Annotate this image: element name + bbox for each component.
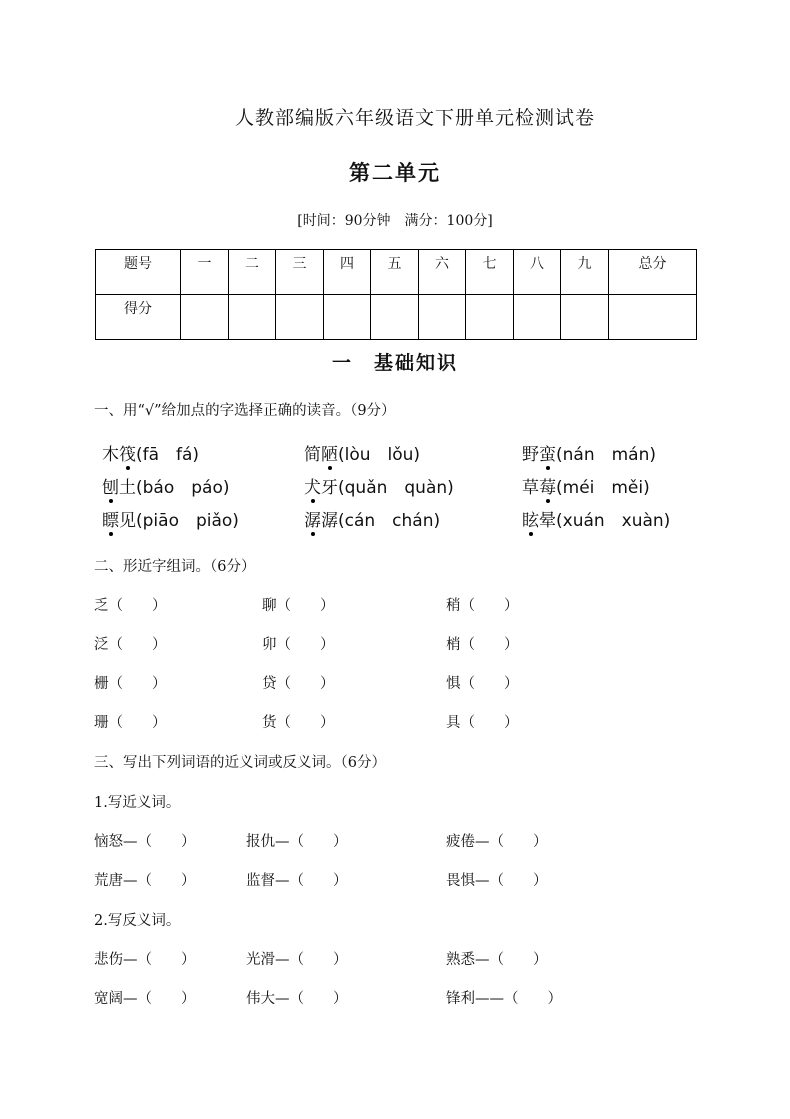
- word-char: 土: [119, 478, 136, 498]
- pinyin-item[interactable]: [102, 473, 229, 498]
- score-cell[interactable]: [324, 295, 371, 340]
- synonym-blank[interactable]: 监督—（ ）: [246, 873, 348, 889]
- score-cell[interactable]: [276, 295, 324, 340]
- pinyin-item[interactable]: [522, 506, 670, 531]
- pinyin-options: (nán mán): [556, 445, 656, 465]
- exam-title: 人教部编版六年级语文下册单元检测试卷: [234, 107, 595, 129]
- word-blank[interactable]: 稍（ ）: [446, 598, 519, 614]
- word-blank[interactable]: 珊（ ）: [94, 715, 167, 731]
- antonym-blank[interactable]: 悲伤—（ ）: [94, 952, 196, 968]
- section-title: 一 基础知识: [331, 352, 458, 374]
- score-header-cell: 九: [561, 250, 609, 295]
- dotted-char: 筏: [119, 445, 136, 465]
- synonym-blank[interactable]: 报仇—（ ）: [246, 834, 348, 850]
- pinyin-options: (báo páo): [136, 478, 230, 498]
- word-blank[interactable]: 卯（ ）: [262, 637, 335, 653]
- unit-title: 第二单元: [349, 160, 441, 185]
- pinyin-options: (quǎn quàn): [338, 478, 454, 498]
- pinyin-options: (fā fá): [136, 445, 200, 465]
- score-header-cell: 三: [276, 250, 324, 295]
- pinyin-options: (méi měi): [556, 478, 650, 498]
- score-cell[interactable]: [419, 295, 466, 340]
- synonym-blank[interactable]: 荒唐—（ ）: [94, 873, 196, 889]
- pinyin-item[interactable]: [102, 506, 239, 531]
- word-blank[interactable]: 梢（ ）: [446, 637, 519, 653]
- antonym-blank[interactable]: 伟大—（ ）: [246, 991, 348, 1007]
- score-value-row: [96, 295, 697, 340]
- word-char: 晕: [539, 511, 556, 531]
- time-info: [时间：90分钟 满分：100分]: [297, 213, 493, 229]
- pinyin-item[interactable]: [304, 473, 454, 498]
- score-cell[interactable]: [229, 295, 276, 340]
- score-header-cell: 七: [466, 250, 514, 295]
- score-header-cell: 一: [181, 250, 229, 295]
- word-blank[interactable]: 具（ ）: [446, 715, 519, 731]
- word-char: 简: [304, 445, 321, 465]
- dotted-char: 刨: [102, 478, 119, 498]
- score-header-cell: 五: [371, 250, 419, 295]
- dotted-char: 莓: [539, 478, 556, 498]
- pinyin-options: (xuán xuàn): [556, 511, 671, 531]
- word-blank[interactable]: 货（ ）: [262, 715, 335, 731]
- score-cell[interactable]: [466, 295, 514, 340]
- pinyin-item[interactable]: [304, 506, 440, 531]
- score-cell[interactable]: [371, 295, 419, 340]
- word-blank[interactable]: 泛（ ）: [94, 637, 167, 653]
- word-blank[interactable]: 聊（ ）: [262, 598, 335, 614]
- score-cell[interactable]: [514, 295, 561, 340]
- word-char: 草: [522, 478, 539, 498]
- pinyin-item[interactable]: [522, 473, 650, 498]
- dotted-char: 陋: [321, 445, 338, 465]
- word-blank[interactable]: 惧（ ）: [446, 676, 519, 692]
- question-1-instruction: 一、用“√”给加点的字选择正确的读音。（9分）: [94, 403, 396, 419]
- pinyin-item[interactable]: [304, 440, 420, 465]
- score-table: [95, 249, 697, 340]
- dotted-char: 瞟: [102, 511, 119, 531]
- word-char: 潺: [321, 511, 338, 531]
- antonym-blank[interactable]: 宽阔—（ ）: [94, 991, 196, 1007]
- antonym-blank[interactable]: 锋利——（ ）: [446, 991, 562, 1007]
- word-char: 牙: [321, 478, 338, 498]
- synonym-blank[interactable]: 疲倦—（ ）: [446, 834, 548, 850]
- score-header-cell: 六: [419, 250, 466, 295]
- antonym-blank[interactable]: 熟悉—（ ）: [446, 952, 548, 968]
- word-blank[interactable]: 乏（ ）: [94, 598, 167, 614]
- score-header-cell: 八: [514, 250, 561, 295]
- synonym-subheading: 1.写近义词。: [94, 795, 181, 811]
- score-header-cell: 二: [229, 250, 276, 295]
- pinyin-item[interactable]: [102, 440, 199, 465]
- word-blank[interactable]: 栅（ ）: [94, 676, 167, 692]
- dotted-char: 犬: [304, 478, 321, 498]
- score-cell[interactable]: [181, 295, 229, 340]
- pinyin-options: (cán chán): [338, 511, 441, 531]
- score-cell[interactable]: [561, 295, 609, 340]
- pinyin-item[interactable]: [522, 440, 656, 465]
- antonym-subheading: 2.写反义词。: [94, 913, 181, 929]
- pinyin-options: (lòu lǒu): [338, 445, 421, 465]
- dotted-char: 眩: [522, 511, 539, 531]
- dotted-char: 蛮: [539, 445, 556, 465]
- question-3-instruction: 三、写出下列词语的近义词或反义词。（6分）: [94, 755, 386, 771]
- score-row-label: 得分: [96, 295, 181, 340]
- antonym-blank[interactable]: 光滑—（ ）: [246, 952, 348, 968]
- score-header-cell: 四: [324, 250, 371, 295]
- score-header-cell: 题号: [96, 250, 181, 295]
- score-header-cell: 总分: [609, 250, 697, 295]
- word-char: 木: [102, 445, 119, 465]
- word-char: 见: [119, 511, 136, 531]
- synonym-blank[interactable]: 畏惧—（ ）: [446, 873, 548, 889]
- word-char: 野: [522, 445, 539, 465]
- score-cell[interactable]: [609, 295, 697, 340]
- word-blank[interactable]: 贷（ ）: [262, 676, 335, 692]
- question-2-instruction: 二、形近字组词。（6分）: [94, 559, 256, 575]
- score-header-row: [96, 250, 697, 295]
- dotted-char: 潺: [304, 511, 321, 531]
- synonym-blank[interactable]: 恼怒—（ ）: [94, 834, 196, 850]
- pinyin-options: (piāo piǎo): [136, 511, 239, 531]
